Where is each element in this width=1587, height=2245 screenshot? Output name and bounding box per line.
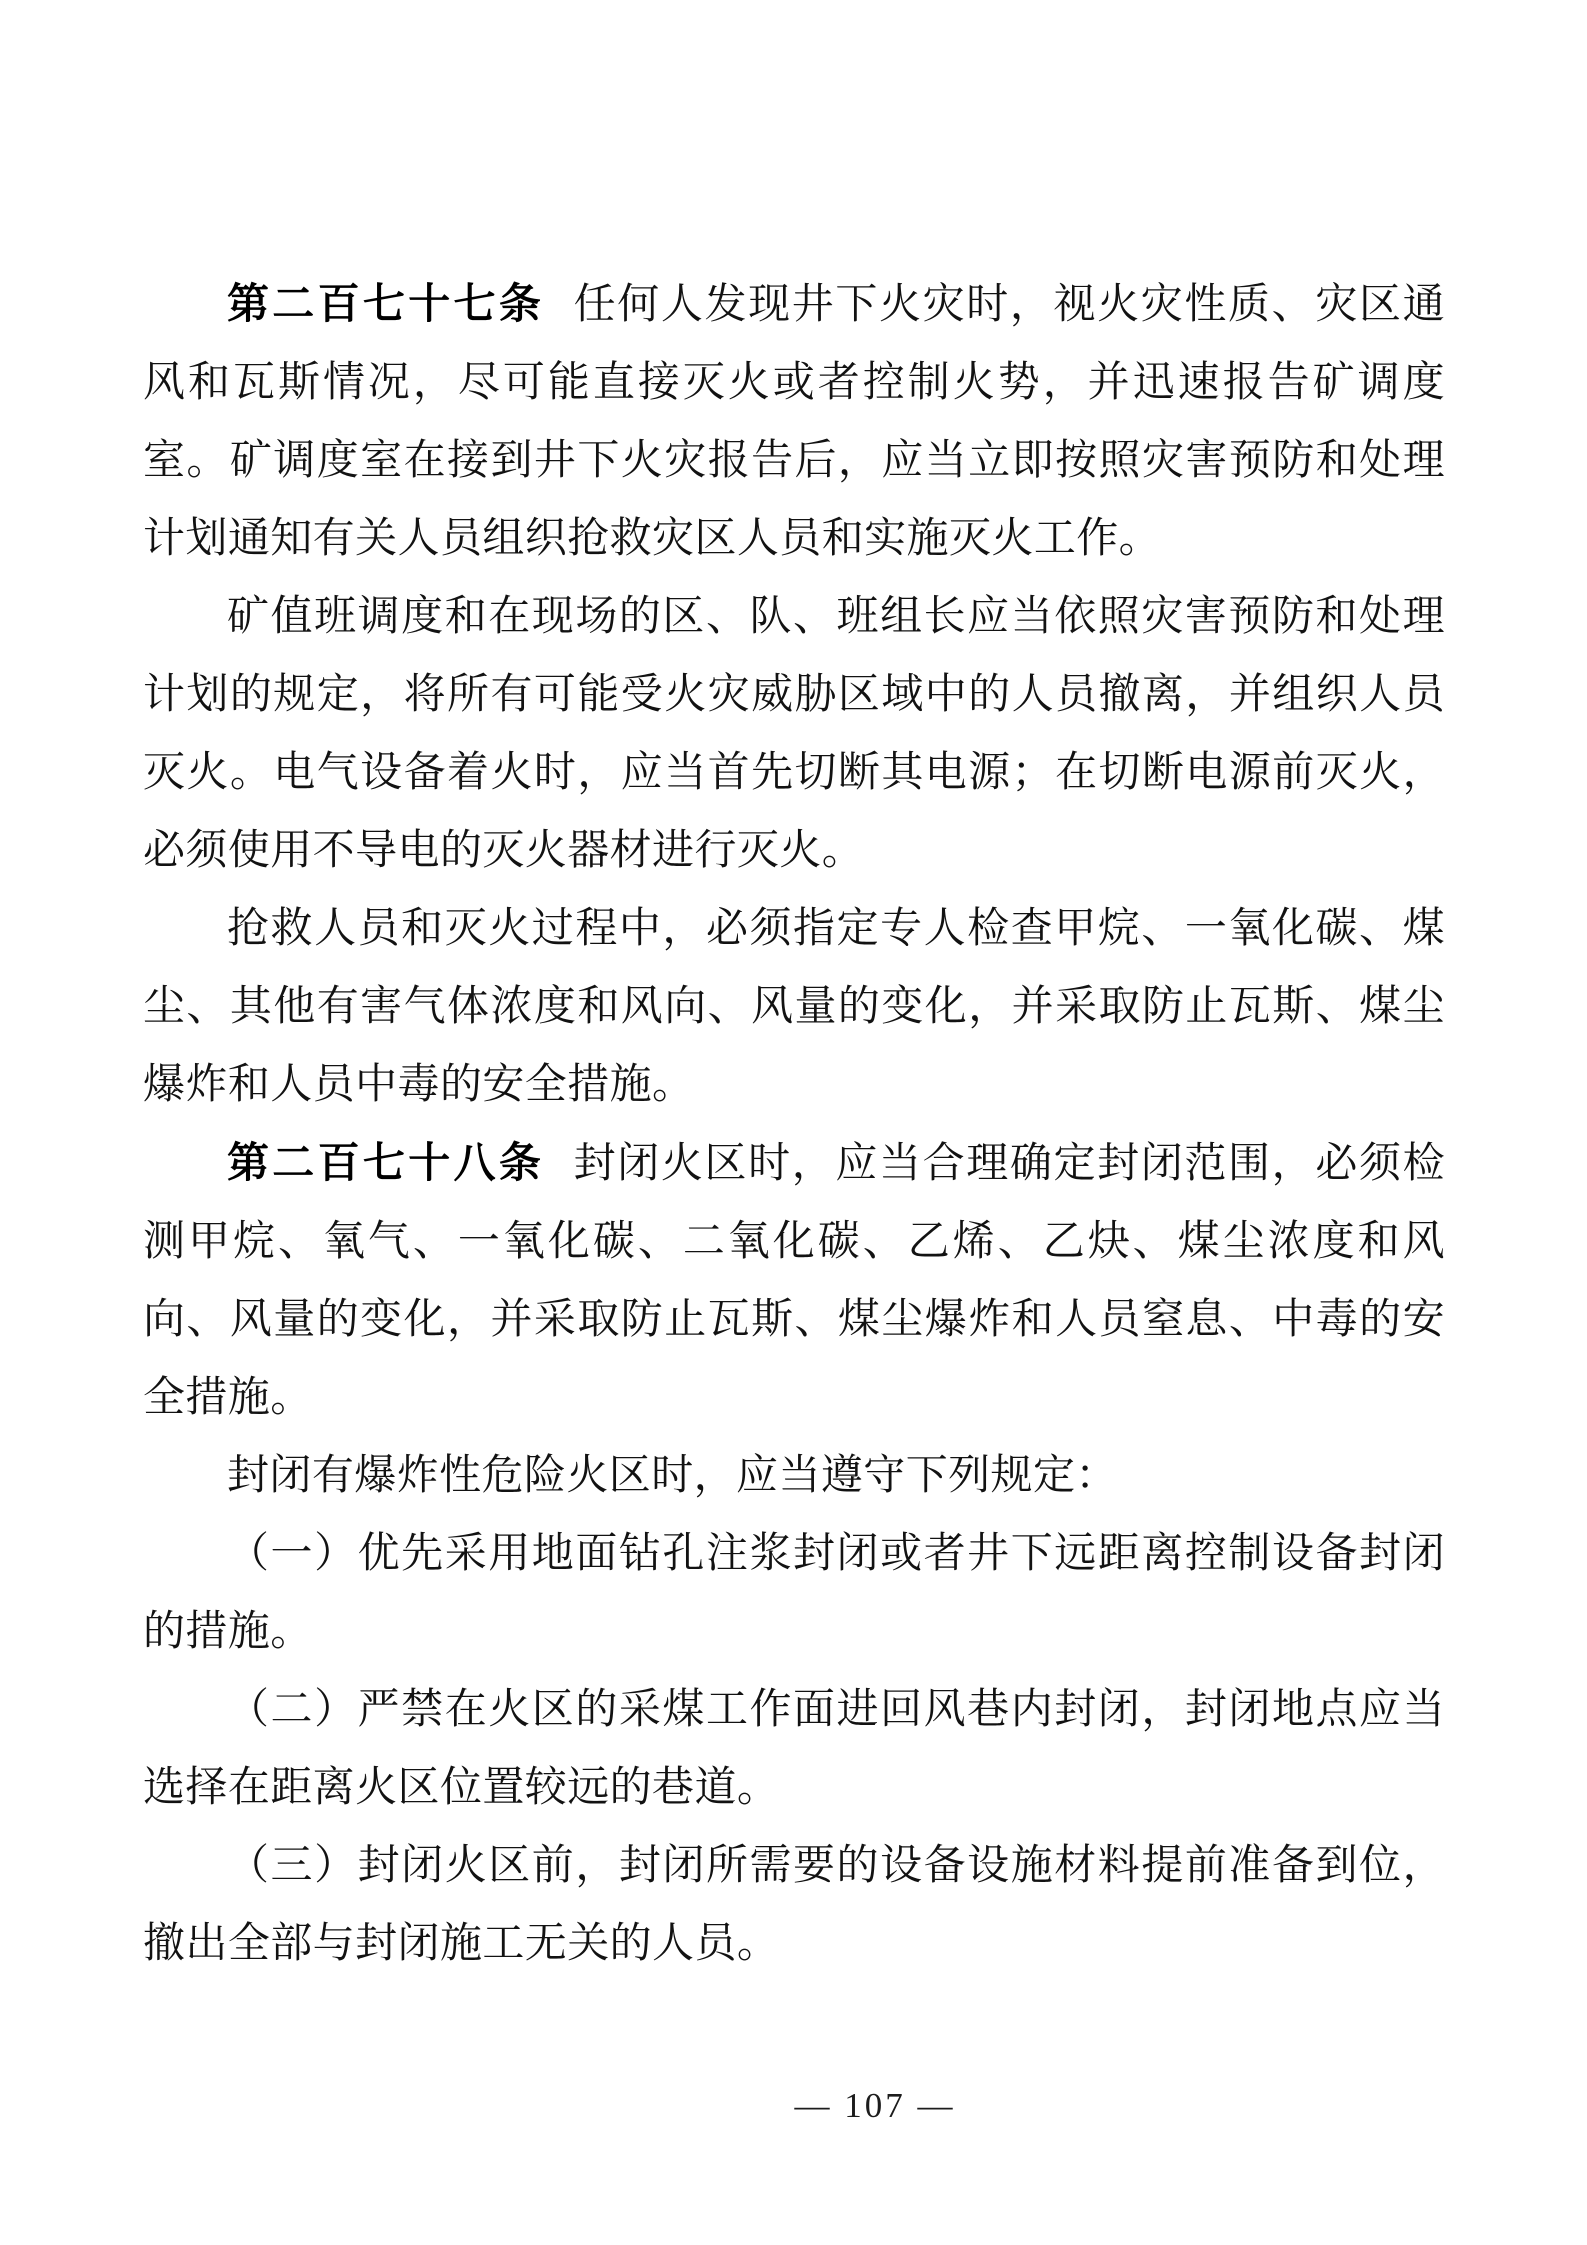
- rule-item-2-text: （二）严禁在火区的采煤工作面进回风巷内封闭，封闭地点应当选择在距离火区位置较远的巷道。: [143, 1687, 1445, 1811]
- rule-item-3-text: （三）封闭火区前，封闭所需要的设备设施材料提前准备到位，撤出全部与封闭施工无关的人员。: [143, 1843, 1445, 1967]
- rule-item-1: [143, 1515, 1445, 1671]
- page-number: — 107 —: [794, 2086, 956, 2125]
- article-278-text: 封闭火区时，应当合理确定封闭范围，必须检测甲烷、氧气、一氧化碳、二氧化碳、乙烯、乙炔、煤尘浓度和风向、风量的变化，并采取防止瓦斯、煤尘爆炸和人员窒息、中毒的安全措施。: [143, 1141, 1445, 1421]
- article-277-paragraph-3: [143, 890, 1445, 1124]
- rule-item-2: [143, 1671, 1445, 1827]
- article-277-heading: 第二百七十七条: [227, 280, 545, 327]
- article-277-paragraph-2-text: 矿值班调度和在现场的区、队、班组长应当依照灾害预防和处理计划的规定，将所有可能受火灾威胁区域中的人员撤离，并组织人员灭火。电气设备着火时，应当首先切断其电源；在切断电源前灭火，必须使用不导电的灭火器材进行灭火。: [143, 594, 1445, 874]
- rule-item-1-text: （一）优先采用地面钻孔注浆封闭或者井下远距离控制设备封闭的措施。: [143, 1531, 1445, 1655]
- article-277-text: 任何人发现井下火灾时，视火灾性质、灾区通风和瓦斯情况，尽可能直接灭火或者控制火势，并迅速报告矿调度室。矿调度室在接到井下火灾报告后，应当立即按照灾害预防和处理计划通知有关人员组织抢救灾区人员和实施灭火工作。: [143, 282, 1445, 562]
- article-278-heading: 第二百七十八条: [227, 1139, 545, 1186]
- article-277-paragraph-2: [143, 578, 1445, 890]
- article-278-rules-intro-text: 封闭有爆炸性危险火区时，应当遵守下列规定：: [227, 1453, 1118, 1499]
- article-278-paragraph: [143, 1124, 1445, 1437]
- article-278-rules-intro: [143, 1437, 1445, 1515]
- rule-item-3: [143, 1827, 1445, 1983]
- article-277-paragraph: [143, 265, 1445, 578]
- article-277-paragraph-3-text: 抢救人员和灭火过程中，必须指定专人检查甲烷、一氧化碳、煤尘、其他有害气体浓度和风向、风量的变化，并采取防止瓦斯、煤尘爆炸和人员中毒的安全措施。: [143, 906, 1445, 1108]
